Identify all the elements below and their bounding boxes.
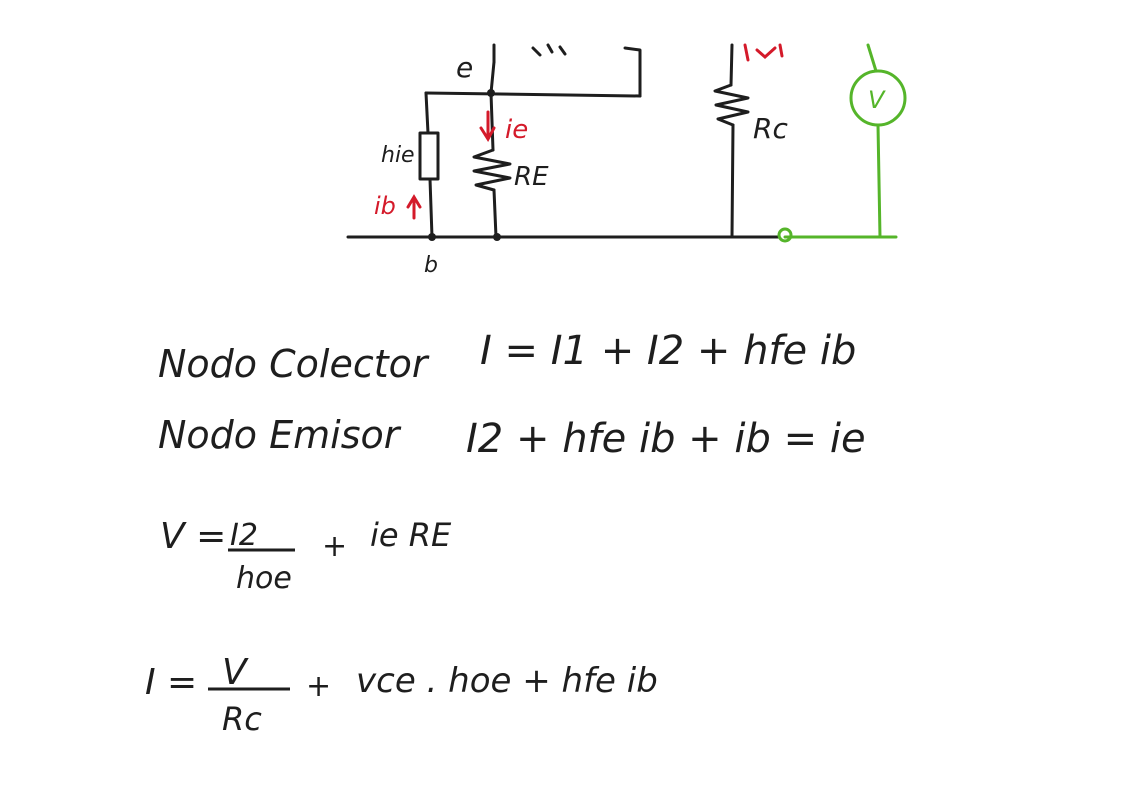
voltmeter-label: V xyxy=(868,86,885,114)
top-red-mark xyxy=(745,45,782,60)
base-junction-dot xyxy=(428,233,436,241)
collector-node-label: Nodo Colector xyxy=(158,342,428,386)
emitter-node-label: Nodo Emisor xyxy=(158,413,400,457)
current-numerator: V xyxy=(222,652,247,693)
rc-resistor xyxy=(715,85,748,125)
voltage-lhs: V = xyxy=(160,516,227,557)
re-wire-bottom xyxy=(494,190,496,237)
node-b-label: b xyxy=(424,253,438,278)
top-partial-scribble xyxy=(533,45,565,55)
ib-arrow xyxy=(408,197,420,218)
voltmeter-top-lead xyxy=(868,45,876,71)
ie-label: ie xyxy=(505,115,529,145)
hie-resistor xyxy=(420,133,438,179)
rc-wire-bottom xyxy=(732,125,733,237)
re-wire-top xyxy=(491,93,493,150)
current-denominator: Rc xyxy=(222,700,262,738)
re-resistor xyxy=(474,150,510,190)
re-junction-dot xyxy=(493,233,501,241)
top-right-branch xyxy=(625,48,640,96)
current-plus: + xyxy=(306,669,332,704)
hie-label: hie xyxy=(381,143,415,168)
voltmeter-bottom-lead xyxy=(878,125,880,237)
node-e-label: e xyxy=(456,51,474,84)
voltage-plus: + xyxy=(322,529,348,564)
voltage-tail: ie RE xyxy=(370,516,452,554)
voltage-numerator: I2 xyxy=(230,518,258,553)
collector-node-equation: I = I1 + I2 + hfe ib xyxy=(480,328,857,374)
ib-label: ib xyxy=(374,192,396,220)
re-label: RE xyxy=(514,162,549,192)
voltage-denominator: hoe xyxy=(236,561,292,596)
emitter-junction-dot xyxy=(487,89,495,97)
output-terminal xyxy=(779,229,791,241)
emitter-wire xyxy=(426,93,640,96)
hie-wire-top xyxy=(426,93,428,133)
current-tail: vce . hoe + hfe ib xyxy=(356,661,658,701)
current-lhs: I = xyxy=(145,662,198,703)
emitter-node-equation: I2 + hfe ib + ib = ie xyxy=(466,416,866,462)
rc-wire-top xyxy=(731,45,732,85)
emitter-vertical-wire xyxy=(491,62,494,93)
hie-wire-bottom xyxy=(430,179,432,237)
rc-label: Rc xyxy=(753,112,788,145)
